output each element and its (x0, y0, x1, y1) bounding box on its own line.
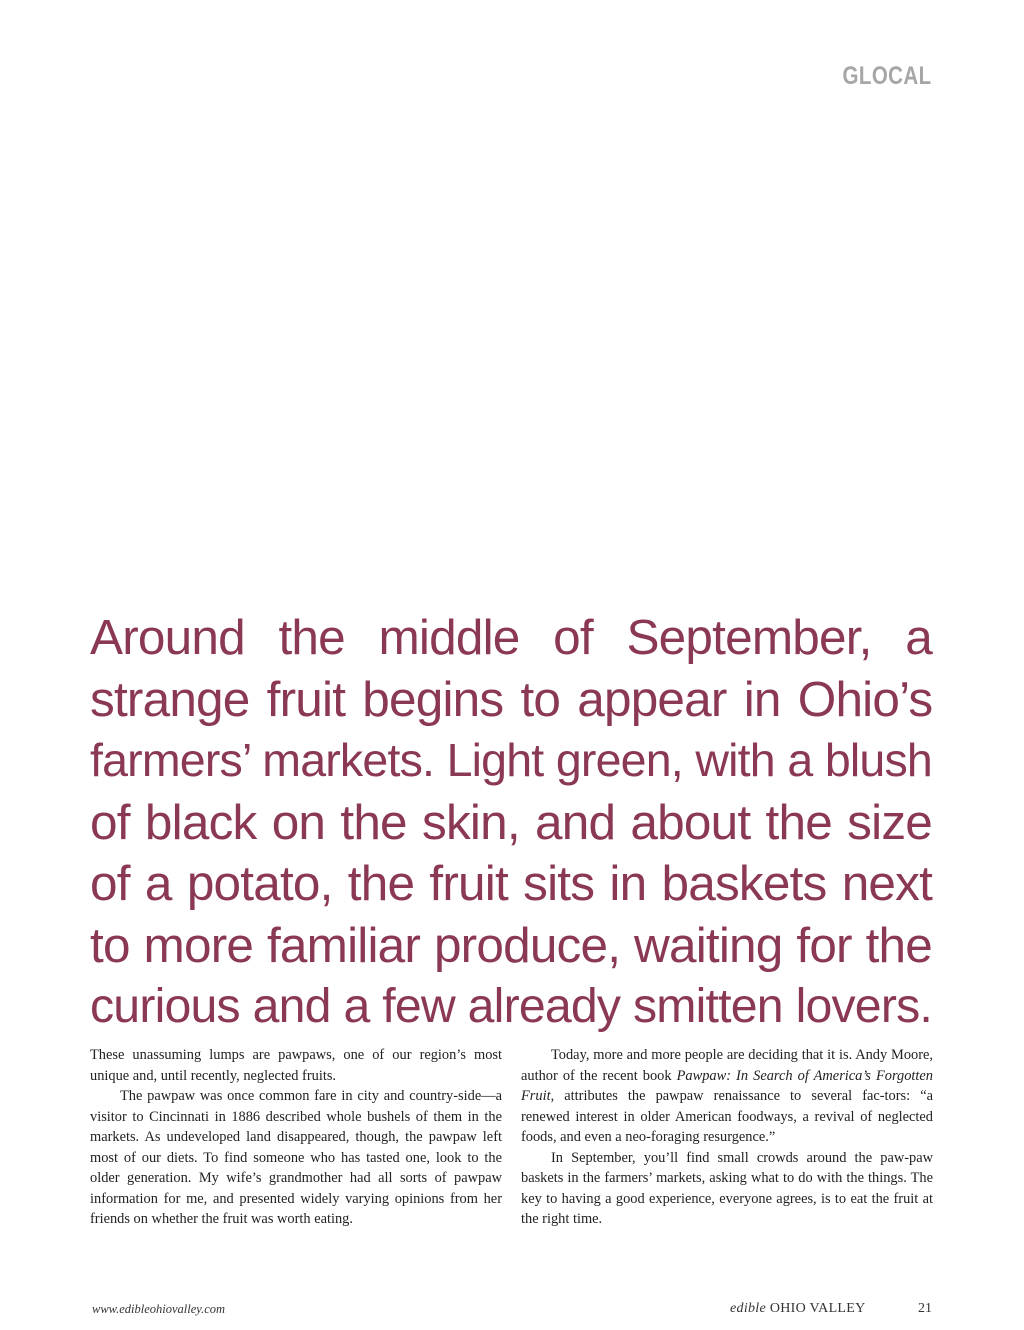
body-column-right (521, 1045, 933, 1230)
book-title: Pawpaw: In Search of America’s Forgotten Fruit (521, 1067, 934, 1104)
body-paragraph (521, 1045, 933, 1148)
body-text: Today, more and more people are deciding that it is. Andy Moore, author of the recent book (521, 1047, 933, 1084)
body-column-left (90, 1045, 502, 1230)
pull-quote-line: Around the middle of September, a (90, 610, 932, 665)
pull-quote-line: strange fruit begins to appear in Ohio’s (90, 671, 933, 727)
pull-quote-line: of black on the skin, and about the size (90, 794, 932, 850)
brand-edible: edible (730, 1301, 767, 1316)
footer-website-link[interactable]: www.edibleohiovalley.com (92, 1302, 226, 1316)
pull-quote-line: farmers’ markets. Light green, with a blush (90, 734, 932, 786)
body-text: , attributes the pawpaw renaissance to several fac-tors: “a renewed interest in older American foodways, a revival of neglected foods, and even a neo-foraging resurgence.” (521, 1088, 933, 1145)
pull-quote-line: to more familiar produce, waiting for the (90, 917, 932, 973)
body-paragraph: These unassuming lumps are pawpaws, one of our region’s most unique and, until recently, neglected fruits. (90, 1047, 502, 1084)
page-number: 21 (918, 1301, 932, 1316)
pull-quote-line: of a potato, the fruit sits in baskets next (90, 856, 933, 911)
pull-quote (90, 607, 932, 1038)
footer-brand (730, 1301, 866, 1317)
section-label: GLOCAL (842, 62, 932, 90)
pull-quote-line: curious and a few already smitten lovers. (90, 979, 932, 1033)
body-paragraph: The pawpaw was once common fare in city and country-side—a visitor to Cincinnati in 1886 described whole bushels of them in the markets. As undeveloped land disappeared, though, the pawpaw left most of our diets. To find someone who has tasted one, look to the older generation. My wife’s grandmother had all sorts of pawpaw information for me, and presented widely varying opinions from her friends on whether the fruit was worth eating. (90, 1088, 502, 1227)
brand-region: OHIO VALLEY (766, 1301, 866, 1316)
body-paragraph: In September, you’ll find small crowds around the paw-paw baskets in the farmers’ markets, asking what to do with the things. The key to having a good experience, everyone agrees, is to eat the fruit at the right time. (521, 1149, 933, 1227)
